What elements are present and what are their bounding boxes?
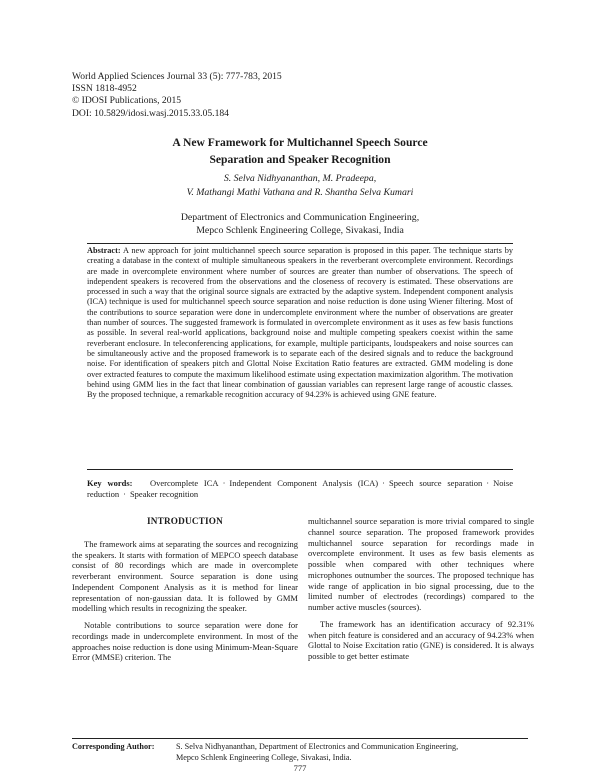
keyword-separator: · <box>486 478 490 488</box>
paragraph: multichannel source separation is more trivial compared to single channel source separation. The proposed framework provides multichannel source separation for recordings made in overcomplete environment. It uses as few basis elements as possible when compared with other techniques where microphones outnumber the sources. The proposed technique has wide range of application in bio signal processing, due to the limited number of electrodes (recordings) compared to the number active muscles (sources). <box>308 516 534 612</box>
paragraph: Notable contributions to source separation were done for recordings made in undercomplete environment. In most of the approaches noise reduction is done using Minimum-Mean-Square Error (MMSE) criterion. The <box>72 620 298 663</box>
title-line-1: A New Framework for Multichannel Speech Source <box>172 136 428 149</box>
authors-line-1: S. Selva Nidhyananthan, M. Pradeepa, <box>223 173 377 184</box>
journal-copyright: © IDOSI Publications, 2015 <box>72 95 182 107</box>
abstract-label: Abstract: <box>87 246 121 255</box>
section-heading-introduction: INTRODUCTION <box>147 516 223 526</box>
paragraph: The framework aims at separating the sources and recognizing the speakers. It starts with formation of MEPCO speech database consist of 80 recordings which are made in overcomplete reverberant environment. Source separation is done using Independent Component Analysis as it is method for linear representation of non-gaussian data. It is followed by GMM modelling which results in recognizing the speaker. <box>72 538 298 614</box>
corresponding-author-label: Corresponding Author: <box>72 742 155 751</box>
abstract-text: A new approach for joint multichannel speech source separation is proposed in this paper. The technique starts by creating a database in the context of multiple simultaneous speakers in the reverberant overcomplete environment. Recordings are made in overcomplete environment where number of sources are greater than number of observations. The speech of independent speakers is recovered from the observations and the closeness of recovery is estimated. These observations are processed in such a way that the original source signals are extracted by the adaptive system. Independent component analysis (ICA) technique is used for multichannel speech source separation and noise reduction is done using Wiener filtering. Most of the contributions to source separation were done in undercomplete environment where the number of observations are greater than number of sources. The suggested framework is formulated in overcomplete environment as it uses as few basis functions as possible. In several real-world applications, background noise and multiple competing speakers coexist within the same reverberant enclosure. In teleconferencing applications, for example, multiple participants, loudspeakers and noise sources can be simultaneously active and the proposed framework is to separate each of the desired signals and to reduce the background noise. For identification of speakers pitch and Glottal Noise Excitation Ratio features are extracted. GMM modeling is done over extracted features to compute the maximum likelihood estimate using expectation maximization algorithm. The motivation behind using GMM lies in the fact that linear combination of gaussian variables can represent large range of acoustic classes. By the proposed technique, a remarkable recognition accuracy of 94.23% is achieved using GNE feature. <box>87 246 513 400</box>
journal-info <box>72 71 282 120</box>
affiliation <box>60 211 540 237</box>
authors-line-2: V. Mathangi Mathi Vathana and R. Shantha Selva Kumari <box>186 186 414 198</box>
left-column <box>72 516 298 663</box>
journal-issn: ISSN 1818-4952 <box>72 83 137 95</box>
keyword-separator: · <box>382 478 385 488</box>
corresponding-author-text <box>176 741 458 763</box>
corresponding-line-1: S. Selva Nidhyananthan, Department of Electronics and Communication Engineering, <box>176 742 459 751</box>
affiliation-line-1: Department of Electronics and Communication Engineering, <box>180 212 420 223</box>
title-line-2: Separation and Speaker Recognition <box>209 153 391 166</box>
keyword-item: Independent Component Analysis (ICA) <box>229 478 379 488</box>
keyword-item: Noise reduction <box>87 478 513 500</box>
right-column <box>308 516 534 662</box>
affiliation-line-2: Mepco Schlenk Engineering College, Sivakasi, India <box>196 225 404 237</box>
keyword-separator: · <box>222 478 226 488</box>
corresponding-line-2: Mepco Schlenk Engineering College, Sivakasi, India. <box>176 753 352 762</box>
keywords <box>87 478 513 501</box>
journal-doi: DOI: 10.5829/idosi.wasj.2015.33.05.184 <box>72 107 229 119</box>
abstract-bottom-rule <box>87 469 513 470</box>
journal-citation: World Applied Sciences Journal 33 (5): 777-783, 2015 <box>72 71 282 82</box>
author-list <box>60 172 540 199</box>
abstract <box>87 246 513 400</box>
keyword-separator: · <box>123 489 126 500</box>
keyword-item: Speaker recognition <box>129 489 199 500</box>
paper-title <box>60 134 540 168</box>
keyword-item: Overcomplete ICA <box>149 478 219 488</box>
keywords-label: Key words: <box>87 478 133 488</box>
abstract-top-rule <box>87 243 513 244</box>
page-number: 777 <box>293 763 307 773</box>
keyword-item: Speech source separation <box>388 478 483 488</box>
paragraph: The framework has an identification accuracy of 92.31% when pitch feature is considered and an accuracy of 94.23% when Glottal to Noise Excitation ratio (GNE) is considered. It is always possible to get better estimate <box>308 618 534 661</box>
footer-rule <box>72 738 528 739</box>
